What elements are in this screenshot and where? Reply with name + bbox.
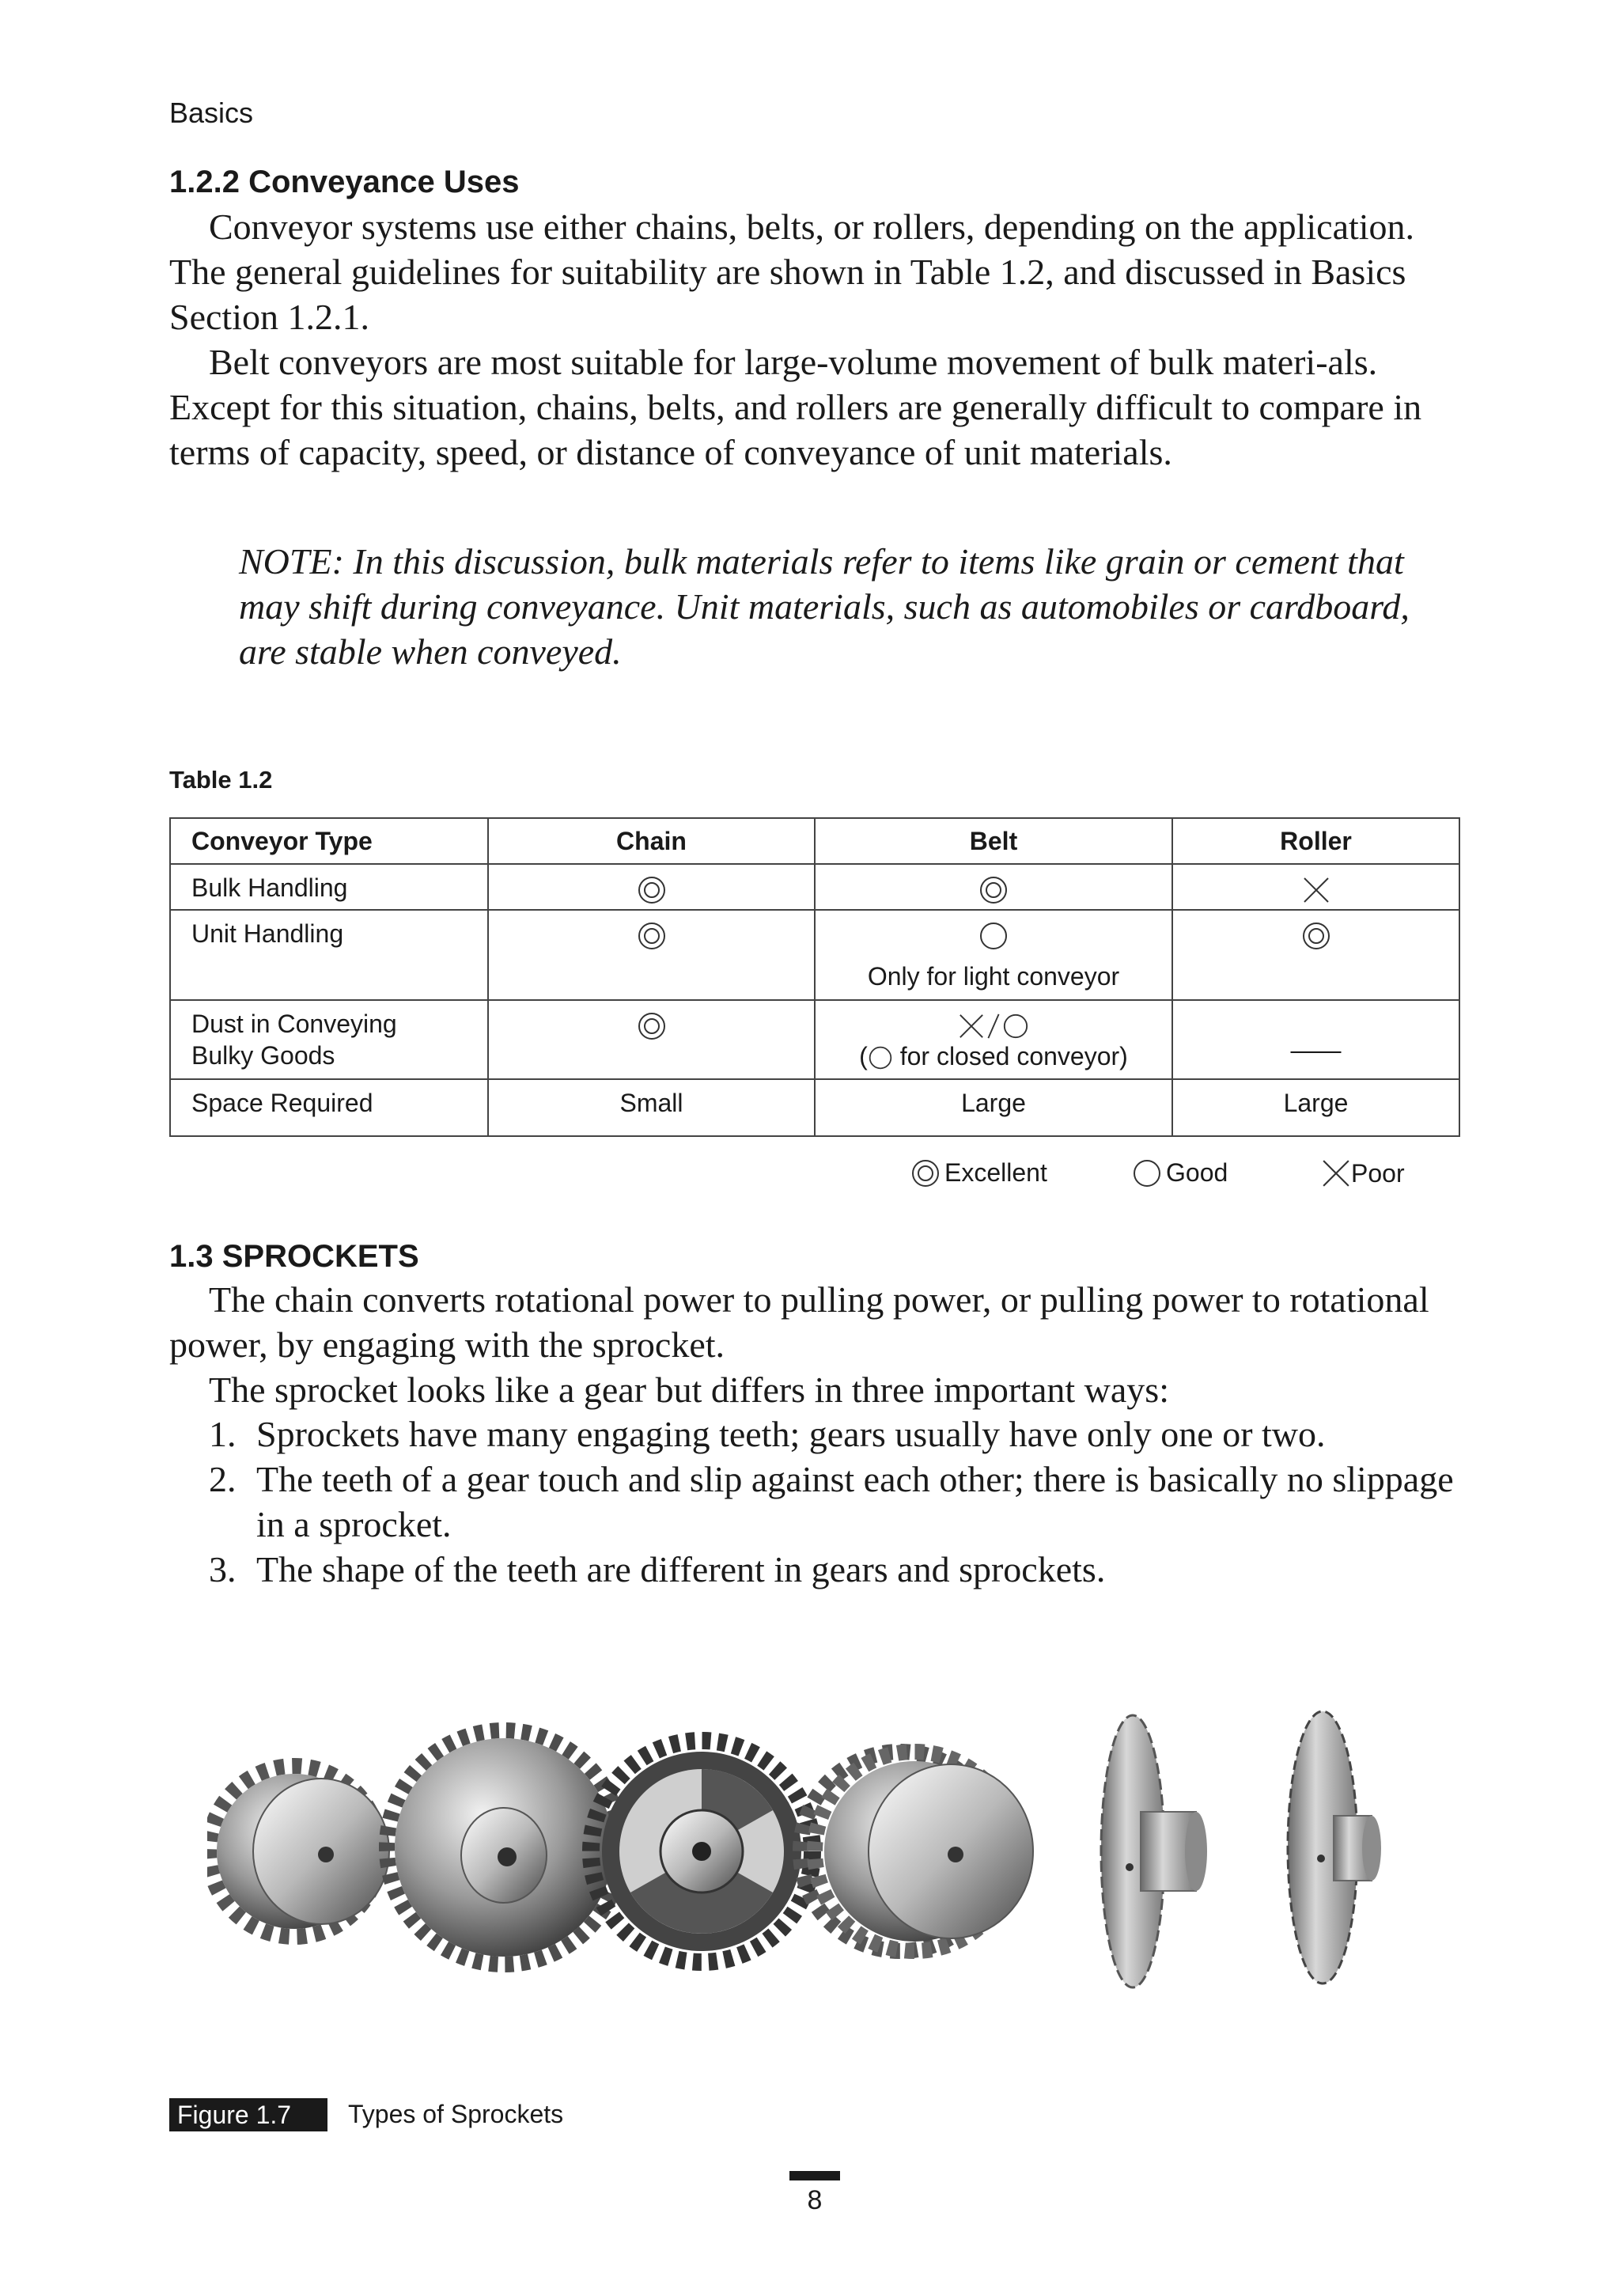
paragraph-chain-converts: The chain converts rotational power to pulling power, or pulling power to rotational power, by engaging with the sprocket. — [169, 1279, 1429, 1365]
conveyor-suitability-table — [169, 817, 1460, 1137]
sprocket-with-hub — [209, 1766, 389, 1937]
sprocket-differences-list — [169, 1411, 1459, 1592]
cell-roller-unit — [1172, 910, 1459, 1000]
list-item: 3. The shape of the teeth are different in gears and sprockets. — [209, 1549, 1106, 1589]
note-bulk-materials: NOTE: In this discussion, bulk materials refer to items like grain or cement that may shift during conveyance. Unit materials, such as automobiles or cardboard, are stable when conveyed. — [239, 541, 1410, 672]
row-label-bulk-handling: Bulk Handling — [170, 864, 488, 910]
figure-label: Figure 1.7 — [169, 2098, 327, 2131]
cell-belt-bulk — [815, 864, 1172, 910]
cell-chain-bulk — [488, 864, 815, 910]
paragraph-sprocket-differs: The sprocket looks like a gear but differs in three important ways: — [209, 1370, 1169, 1410]
legend-poor: Poor — [1321, 1158, 1405, 1188]
figure-caption: Types of Sprockets — [348, 2100, 564, 2128]
excellent-icon — [911, 1159, 940, 1188]
row-label-unit-handling: Unit Handling — [170, 910, 488, 1000]
header-roller: Roller — [1172, 818, 1459, 864]
cell-belt-unit — [815, 910, 1172, 1000]
poor-x-icon — [1321, 1158, 1351, 1188]
running-head: Basics — [169, 97, 254, 129]
good-circle-icon — [1002, 1013, 1029, 1040]
poor-x-icon — [958, 1013, 985, 1040]
excellent-icon — [638, 922, 666, 950]
cell-chain-unit — [488, 910, 815, 1000]
page-number-bar — [789, 2171, 840, 2180]
list-item: 1. Sprockets have many engaging teeth; gears usually have only one or two. — [209, 1414, 1326, 1454]
excellent-icon — [979, 876, 1008, 904]
belt-unit-note: Only for light conveyor — [867, 961, 1120, 991]
legend-excellent: Excellent — [911, 1158, 1047, 1188]
header-belt: Belt — [815, 818, 1172, 864]
table-row — [170, 1079, 1459, 1136]
page-number: 8 — [807, 2185, 823, 2215]
sprockets-illustration — [207, 1693, 1441, 2010]
excellent-icon — [638, 1012, 666, 1040]
legend-good: Good — [1133, 1158, 1228, 1188]
not-applicable-dash: —— — [1290, 1036, 1342, 1064]
good-circle-icon — [979, 922, 1008, 950]
section-heading-conveyance-uses: 1.2.2 Conveyance Uses — [169, 165, 520, 199]
sprocket-double-hub — [801, 1752, 1033, 1951]
table-legend — [0, 1158, 1620, 1193]
belt-dust-note: ( for closed conveyor) — [859, 1041, 1128, 1070]
list-item: 2. The teeth of a gear touch and slip against each other; there is basically no slippage in a sprocket. — [209, 1459, 1454, 1544]
cell-belt-space: Large — [815, 1079, 1172, 1136]
slash-icon — [985, 1013, 1002, 1040]
good-circle-icon — [1133, 1159, 1161, 1188]
row-label-dust-bulky-goods: Dust in Conveying Bulky Goods — [170, 1000, 488, 1079]
table-row — [170, 1000, 1459, 1079]
paragraph-belt-conveyors: Belt conveyors are most suitable for large-volume movement of bulk materi-als. Except for this situation, chains, belts, and rollers are generally difficult to compare in terms of capacity, speed, or distance of conveyance of unit materials. — [169, 342, 1422, 472]
table-caption: Table 1.2 — [169, 766, 273, 794]
excellent-icon — [638, 876, 666, 904]
table-header-row — [170, 818, 1459, 864]
sprocket-spoked — [591, 1741, 812, 1962]
cell-roller-space: Large — [1172, 1079, 1459, 1136]
cell-chain-space: Small — [488, 1079, 815, 1136]
table-row — [170, 910, 1459, 1000]
cell-roller-dust — [1172, 1000, 1459, 1079]
table-row — [170, 864, 1459, 910]
cell-chain-dust — [488, 1000, 815, 1079]
good-circle-icon — [868, 1045, 893, 1070]
cell-roller-bulk — [1172, 864, 1459, 910]
header-chain: Chain — [488, 818, 815, 864]
excellent-icon — [1302, 922, 1330, 950]
sprocket-side-view-hub — [1288, 1711, 1381, 1983]
section-heading-sprockets: 1.3 SPROCKETS — [169, 1239, 419, 1274]
header-conveyor-type: Conveyor Type — [170, 818, 488, 864]
poor-x-icon — [1302, 876, 1330, 904]
paragraph-conveyor-systems: Conveyor systems use either chains, belts, or rollers, depending on the application. The general guidelines for suitability are shown in Table 1.2, and discussed in Basics Section 1.2.1. — [169, 206, 1415, 337]
row-label-space-required: Space Required — [170, 1079, 488, 1136]
cell-belt-dust — [815, 1000, 1172, 1079]
sprocket-side-view — [1101, 1715, 1207, 1987]
